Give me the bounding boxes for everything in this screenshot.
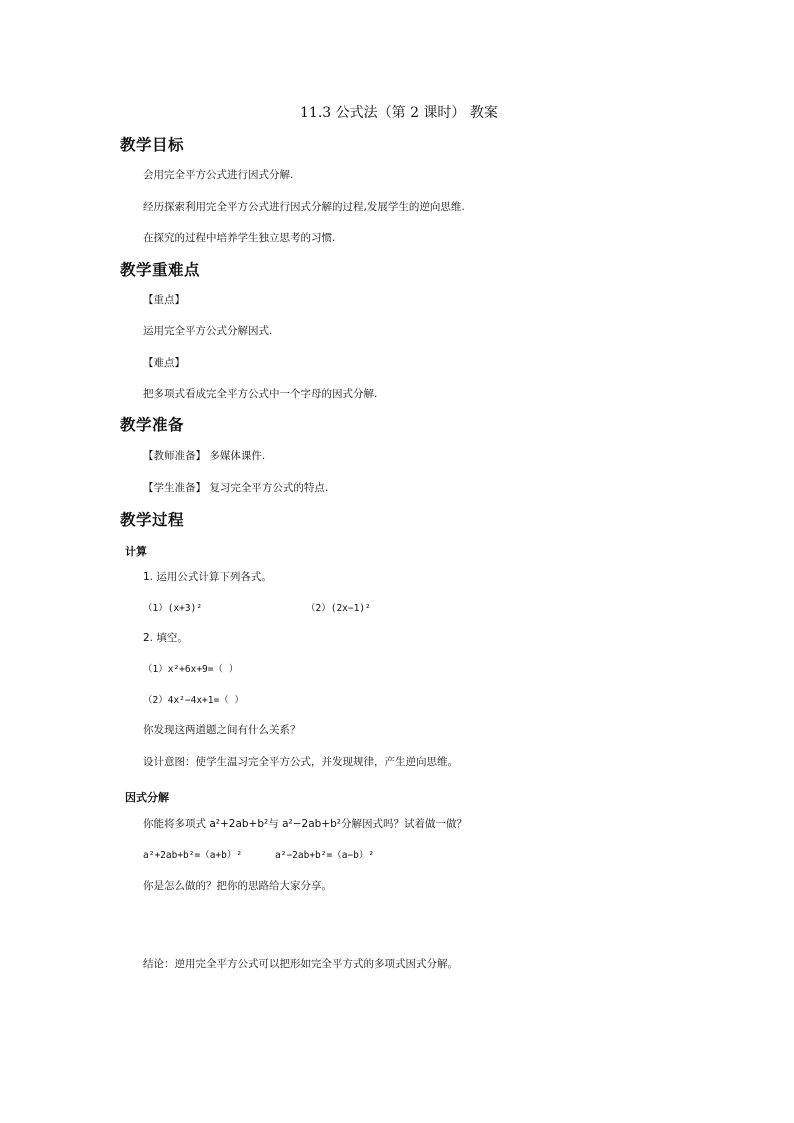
share-prompt: 你是怎么做的？把你的思路给大家分享。 [143, 880, 332, 892]
design-intent: 设计意图：使学生温习完全平方公式，并发现规律，产生逆向思维。 [143, 756, 458, 768]
question-2b: （2）4x²−4x+1=（ ） [143, 695, 244, 706]
question-2a: （1）x²+6x+9=（ ） [143, 664, 239, 675]
page-title: 11.3 公式法（第 2 课时） 教案 [300, 105, 498, 121]
subheading-calc: 计算 [125, 545, 147, 558]
section-heading-goals: 教学目标 [120, 136, 185, 154]
goal-item: 会用完全平方公式进行因式分解. [143, 169, 294, 181]
factor-question: 你能将多项式 a²+2ab+b²与 a²−2ab+b²分解因式吗？试着做一做？ [143, 818, 467, 830]
section-heading-difficulty: 教学重难点 [120, 261, 201, 279]
section-heading-prep: 教学准备 [120, 416, 185, 434]
question-2: 2. 填空。 [143, 632, 188, 644]
teacher-prep: 【教师准备】 多媒体课件. [143, 450, 266, 462]
question-1b: （2）(2x−1)² [306, 603, 371, 614]
student-prep: 【学生准备】 复习完全平方公式的特点. [143, 482, 329, 494]
factor-answer-1: a²+2ab+b²=（a+b）² [143, 850, 243, 861]
subheading-factor: 因式分解 [125, 791, 169, 804]
conclusion: 结论：逆用完全平方公式可以把形如完全平方式的多项式因式分解。 [143, 958, 458, 970]
hard-point-text: 把多项式看成完全平方公式中一个字母的因式分解. [143, 388, 378, 400]
key-point-label: 【重点】 [143, 294, 185, 306]
section-heading-process: 教学过程 [120, 511, 185, 529]
goal-item: 经历探索利用完全平方公式进行因式分解的过程,发展学生的逆向思维. [143, 201, 465, 213]
factor-answer-2: a²−2ab+b²=（a−b）² [275, 850, 375, 861]
hard-point-label: 【难点】 [143, 357, 185, 369]
goal-item: 在探究的过程中培养学生独立思考的习惯. [143, 232, 336, 244]
question-1: 1. 运用公式计算下列各式。 [143, 571, 272, 583]
question-1a: （1）(x+3)² [143, 603, 203, 614]
key-point-text: 运用完全平方公式分解因式. [143, 325, 273, 337]
relation-question: 你发现这两道题之间有什么关系？ [143, 724, 301, 736]
